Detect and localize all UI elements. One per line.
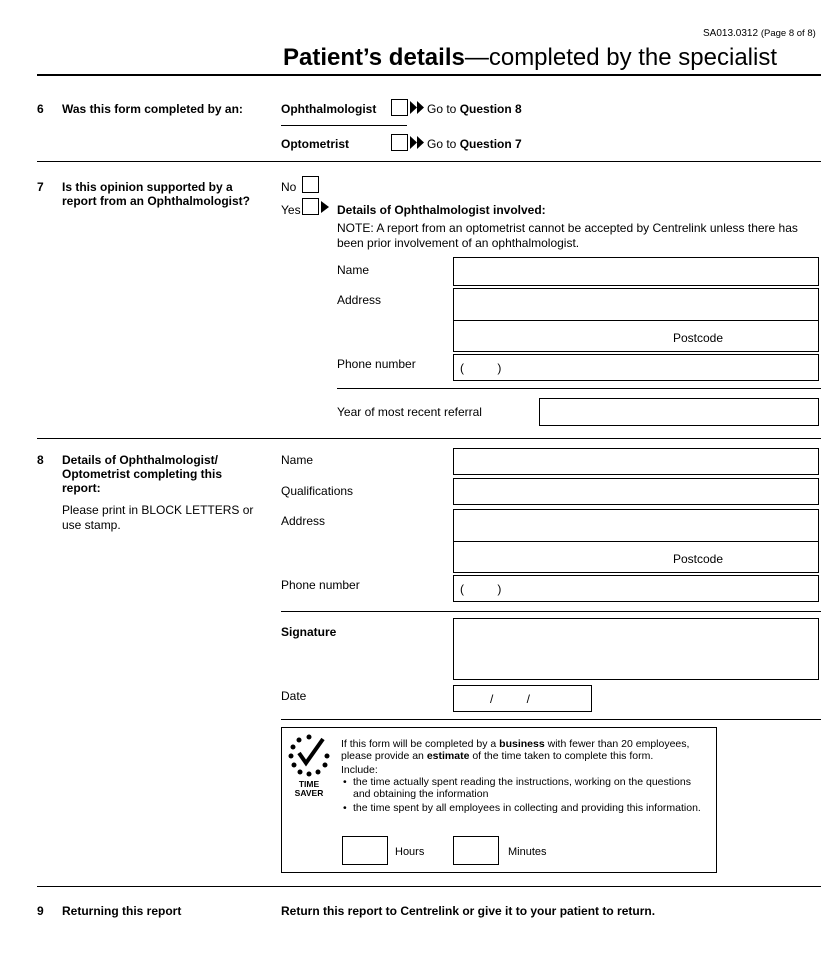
timesaver-line1: If this form will be completed by a business with fewer than 20 employees, bbox=[341, 738, 690, 750]
q6-ophthalmologist-checkbox[interactable] bbox=[391, 99, 408, 116]
q8-date-label: Date bbox=[281, 689, 307, 703]
q7-no-label: No bbox=[281, 180, 297, 194]
q6-goto-question-8 bbox=[427, 102, 522, 116]
q8-subdivider-2 bbox=[281, 719, 821, 720]
q6-option-optometrist-label: Optometrist bbox=[281, 137, 350, 151]
form-code bbox=[703, 28, 816, 39]
timesaver-bullet1 bbox=[341, 776, 713, 800]
q7-year-label: Year of most recent referral bbox=[337, 405, 482, 419]
timesaver-bullet1-line1: the time actually spent reading the instructions, working on the questions bbox=[353, 776, 691, 788]
q8-qualifications-field[interactable] bbox=[453, 478, 819, 505]
double-arrow-icon bbox=[410, 136, 426, 152]
section-divider bbox=[37, 438, 821, 439]
minutes-field[interactable] bbox=[453, 836, 499, 865]
phone-parentheses: ( ) bbox=[460, 361, 502, 375]
goto-prefix: Go to bbox=[427, 137, 457, 151]
q8-question-line2: Optometrist completing this bbox=[62, 467, 223, 481]
checkmark-clock-icon bbox=[287, 733, 331, 777]
q8-question bbox=[62, 453, 222, 495]
q8-number: 8 bbox=[37, 453, 44, 467]
q8-signature-field[interactable] bbox=[453, 618, 819, 680]
q8-signature-label: Signature bbox=[281, 625, 337, 639]
q7-subdivider bbox=[337, 388, 821, 389]
q7-note-line1: NOTE: A report from an optometrist cannot be accepted by Centrelink unless there has bbox=[337, 221, 798, 235]
double-arrow-icon bbox=[410, 101, 426, 117]
q7-question-line1: Is this opinion supported by a bbox=[62, 180, 233, 194]
section-divider bbox=[37, 886, 821, 887]
q6-number: 6 bbox=[37, 102, 44, 116]
q7-yes-checkbox[interactable] bbox=[302, 198, 319, 215]
timesaver-include: Include: bbox=[341, 764, 378, 776]
q8-qualifications-label: Qualifications bbox=[281, 484, 354, 498]
q7-address-label: Address bbox=[337, 293, 382, 307]
q7-postcode-label: Postcode bbox=[673, 331, 724, 345]
timesaver-logo-text2: SAVER bbox=[294, 788, 324, 798]
q6-question: Was this form completed by an: bbox=[62, 102, 243, 116]
timesaver-bullet2 bbox=[341, 802, 713, 814]
hours-label: Hours bbox=[395, 846, 425, 858]
date-separators: / / bbox=[490, 692, 531, 706]
q8-name-label: Name bbox=[281, 453, 314, 467]
goto-target: Question 7 bbox=[459, 137, 522, 151]
timesaver-text bbox=[341, 738, 713, 814]
q8-address-field-line1[interactable] bbox=[453, 509, 819, 542]
q6-option-ophthalmologist-label: Ophthalmologist bbox=[281, 102, 377, 116]
q8-instruction-line1: Please print in BLOCK LETTERS or bbox=[62, 503, 254, 517]
timesaver-box bbox=[281, 727, 717, 873]
q7-year-field[interactable] bbox=[539, 398, 819, 426]
q9-question: Returning this report bbox=[62, 904, 182, 918]
q7-number: 7 bbox=[37, 180, 44, 194]
q9-answer: Return this report to Centrelink or give it to your patient to return. bbox=[281, 904, 656, 918]
q8-phone-field[interactable] bbox=[453, 575, 819, 602]
arrow-right-icon bbox=[321, 201, 329, 216]
q9-number: 9 bbox=[37, 904, 44, 918]
q8-instruction bbox=[62, 503, 253, 533]
q8-question-line1: Details of Ophthalmologist/ bbox=[62, 453, 219, 467]
q8-instruction-line2: use stamp. bbox=[62, 518, 121, 532]
q7-phone-label: Phone number bbox=[337, 357, 416, 371]
timesaver-line2: please provide an estimate of the time taken to complete this form. bbox=[341, 750, 654, 762]
timesaver-bullet1-line2: and obtaining the information bbox=[353, 788, 489, 800]
goto-prefix: Go to bbox=[427, 102, 457, 116]
q7-yes-label: Yes bbox=[281, 203, 301, 217]
bullet-icon: • bbox=[343, 776, 347, 788]
q7-note-line2: been prior involvement of an ophthalmologist. bbox=[337, 236, 580, 250]
title-rest: —completed by the specialist bbox=[464, 44, 777, 71]
q8-address-field-line2[interactable] bbox=[453, 541, 819, 573]
q7-question-line2: report from an Ophthalmologist? bbox=[62, 194, 250, 208]
q8-name-field[interactable] bbox=[453, 448, 819, 475]
q8-date-field[interactable] bbox=[453, 685, 592, 712]
q7-name-field[interactable] bbox=[453, 257, 819, 286]
minutes-label: Minutes bbox=[508, 846, 547, 858]
bullet-icon: • bbox=[343, 802, 347, 814]
q7-address-field-line2[interactable] bbox=[453, 320, 819, 352]
q7-name-label: Name bbox=[337, 263, 370, 277]
q6-optometrist-checkbox[interactable] bbox=[391, 134, 408, 151]
q8-subdivider bbox=[281, 611, 821, 612]
q7-phone-field[interactable] bbox=[453, 354, 819, 381]
q7-address-field-line1[interactable] bbox=[453, 288, 819, 321]
q8-address-label: Address bbox=[281, 514, 326, 528]
q6-option-divider bbox=[281, 125, 407, 126]
title-bold: Patient’s details bbox=[283, 44, 465, 71]
q7-note bbox=[337, 221, 798, 251]
hours-field[interactable] bbox=[342, 836, 388, 865]
timesaver-logo-text1: TIME bbox=[298, 779, 320, 789]
q7-question bbox=[62, 180, 250, 208]
page-reference: (Page 8 of 8) bbox=[760, 28, 816, 39]
goto-target: Question 8 bbox=[459, 102, 522, 116]
phone-parentheses: ( ) bbox=[460, 582, 502, 596]
timesaver-logo bbox=[286, 733, 332, 803]
q7-no-checkbox[interactable] bbox=[302, 176, 319, 193]
page-title bbox=[283, 44, 777, 72]
section-divider bbox=[37, 161, 821, 162]
q6-goto-question-7 bbox=[427, 137, 522, 151]
timesaver-bullet2-text: the time spent by all employees in collecting and providing this information. bbox=[353, 802, 701, 814]
q8-postcode-label: Postcode bbox=[673, 552, 724, 566]
q8-question-line3: report: bbox=[62, 481, 101, 495]
header-rule bbox=[37, 74, 821, 76]
q8-phone-label: Phone number bbox=[281, 578, 360, 592]
q7-details-heading: Details of Ophthalmologist involved: bbox=[337, 203, 546, 217]
form-code-text: SA013.0312 bbox=[703, 28, 759, 39]
